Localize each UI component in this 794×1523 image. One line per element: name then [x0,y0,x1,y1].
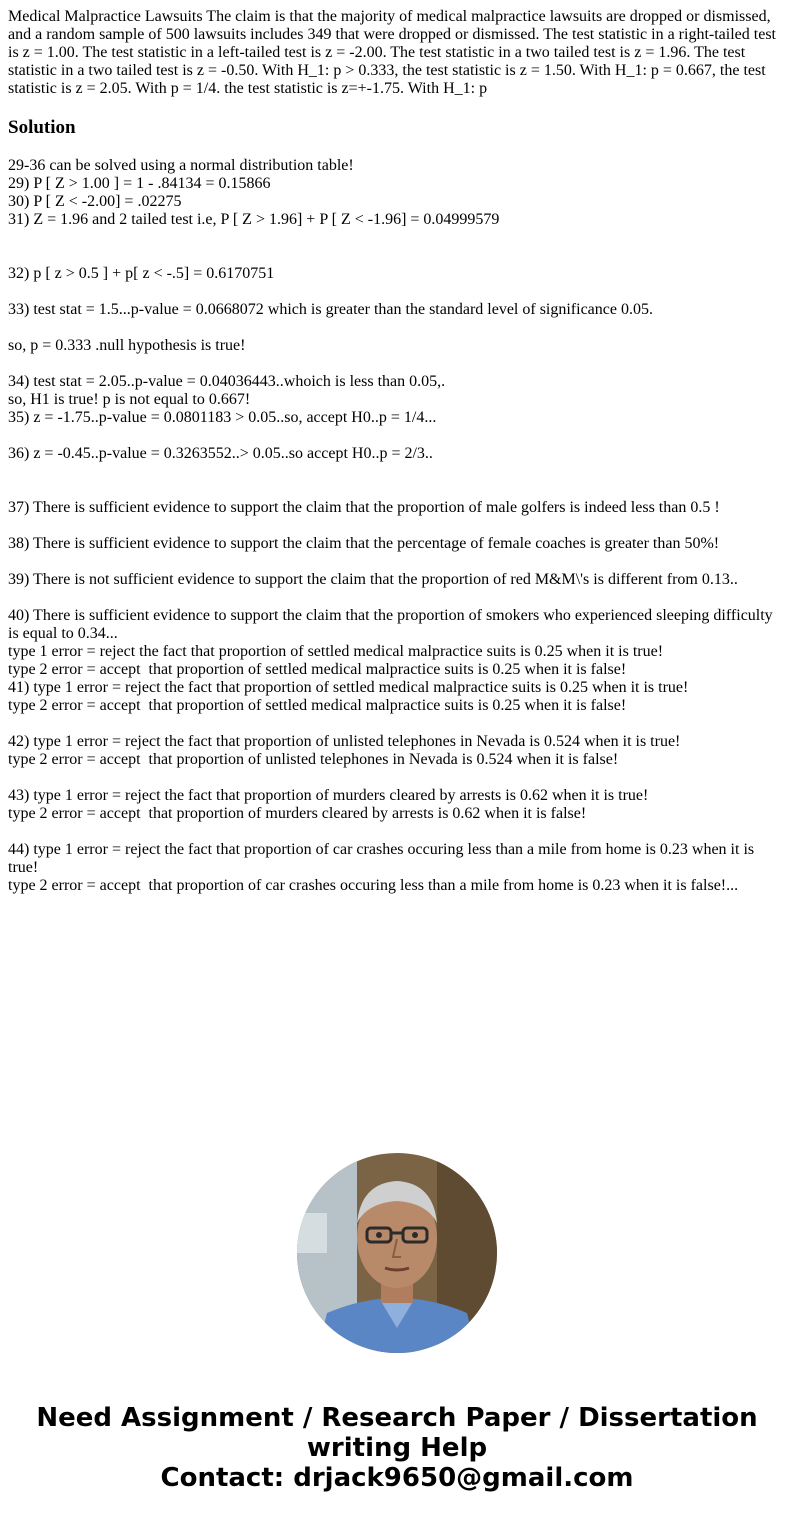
contact-email: Contact: drjack9650@gmail.com [160,1463,634,1493]
solution-line [8,319,784,337]
solution-line: 32) p [ z > 0.5 ] + p[ z < -.5] = 0.6170751 [8,265,275,282]
solution-line: 41) type 1 error = reject the fact that proportion of settled medical malpractice suits is 0.25 when it is true! [8,679,689,696]
solution-line: so, p = 0.333 .null hypothesis is true! [8,337,246,354]
question-text: Medical Malpractice Lawsuits The claim is that the majority of medical malpractice lawsuits are dropped or dismissed, and a random sample of 500 lawsuits includes 349 that were dropped or dismissed. The test statistic in a right-tailed test is z = 1.00. The test statistic in a left-tailed test is z = -2.00. The test statistic in a two tailed test is z = 1.96. The test statistic in a two tailed test is z = -0.50. With H_1: p > 0.333, the test statistic is z = 1.50. With H_1: p = 0.667, the test statistic is z = 2.05. With p = 1/4. the test statistic is z=+-1.75. With H_1: p [8,8,776,97]
solution-line: 35) z = -1.75..p-value = 0.0801183 > 0.05..so, accept H0..p = 1/4... [8,409,437,426]
solution-line: so, H1 is true! p is not equal to 0.667! [8,391,251,408]
promo-banner [0,1403,794,1493]
solution-line: 29) P [ Z > 1.00 ] = 1 - .84134 = 0.15866 [8,175,271,192]
solution-line: 37) There is sufficient evidence to support the claim that the proportion of male golfers is indeed less than 0.5 ! [8,499,720,516]
solution-heading: Solution [8,117,76,138]
solution-line [8,769,784,787]
solution-line [8,229,784,247]
solution-line: 40) There is sufficient evidence to support the claim that the proportion of smokers who experienced sleeping difficulty is equal to 0.34... [8,607,777,642]
solution-line: 38) There is sufficient evidence to support the claim that the percentage of female coaches is greater than 50%! [8,535,720,552]
author-avatar [297,1153,497,1353]
solution-line: type 2 error = accept that proportion of murders cleared by arrests is 0.62 when it is false! [8,805,587,822]
solution-line [8,517,784,535]
solution-line: type 2 error = accept that proportion of unlisted telephones in Nevada is 0.524 when it is false! [8,751,619,768]
solution-line [8,427,784,445]
solution-line: 43) type 1 error = reject the fact that proportion of murders cleared by arrests is 0.62 when it is true! [8,787,649,804]
solution-line [8,823,784,841]
solution-line: 30) P [ Z < -2.00] = .02275 [8,193,182,210]
solution-line [8,355,784,373]
solution-line: type 2 error = accept that proportion of settled medical malpractice suits is 0.25 when it is false! [8,697,627,714]
solution-line: type 1 error = reject the fact that proportion of settled medical malpractice suits is 0.25 when it is true! [8,643,664,660]
solution-line: 42) type 1 error = reject the fact that proportion of unlisted telephones in Nevada is 0.524 when it is true! [8,733,681,750]
promo-line-1: Need Assignment / Research Paper / Dissertation [36,1403,758,1433]
solution-line: 29-36 can be solved using a normal distribution table! [8,157,354,174]
solution-line: 36) z = -0.45..p-value = 0.3263552..> 0.05..so accept H0..p = 2/3.. [8,445,433,462]
solution-line [8,715,784,733]
solution-line: type 2 error = accept that proportion of car crashes occuring less than a mile from home is 0.23 when it is false!... [8,877,739,894]
solution-line: 34) test stat = 2.05..p-value = 0.04036443..whoich is less than 0.05,. [8,373,446,390]
solution-line: 44) type 1 error = reject the fact that proportion of car crashes occuring less than a mile from home is 0.23 when it is true! [8,841,759,876]
solution-line: 31) Z = 1.96 and 2 tailed test i.e, P [ Z > 1.96] + P [ Z < -1.96] = 0.04999579 [8,211,500,228]
solution-line [8,553,784,571]
solution-line [8,283,784,301]
solution-line: 33) test stat = 1.5...p-value = 0.0668072 which is greater than the standard level of significance 0.05. [8,301,653,318]
solution-line [8,481,784,499]
promo-line-2: writing Help [306,1433,488,1463]
solution-line: type 2 error = accept that proportion of settled medical malpractice suits is 0.25 when it is false! [8,661,627,678]
solution-line [8,463,784,481]
solution-line: 39) There is not sufficient evidence to support the claim that the proportion of red M&M\'s is different from 0.13.. [8,571,738,588]
solution-body [8,157,784,895]
solution-line [8,589,784,607]
solution-line [8,247,784,265]
